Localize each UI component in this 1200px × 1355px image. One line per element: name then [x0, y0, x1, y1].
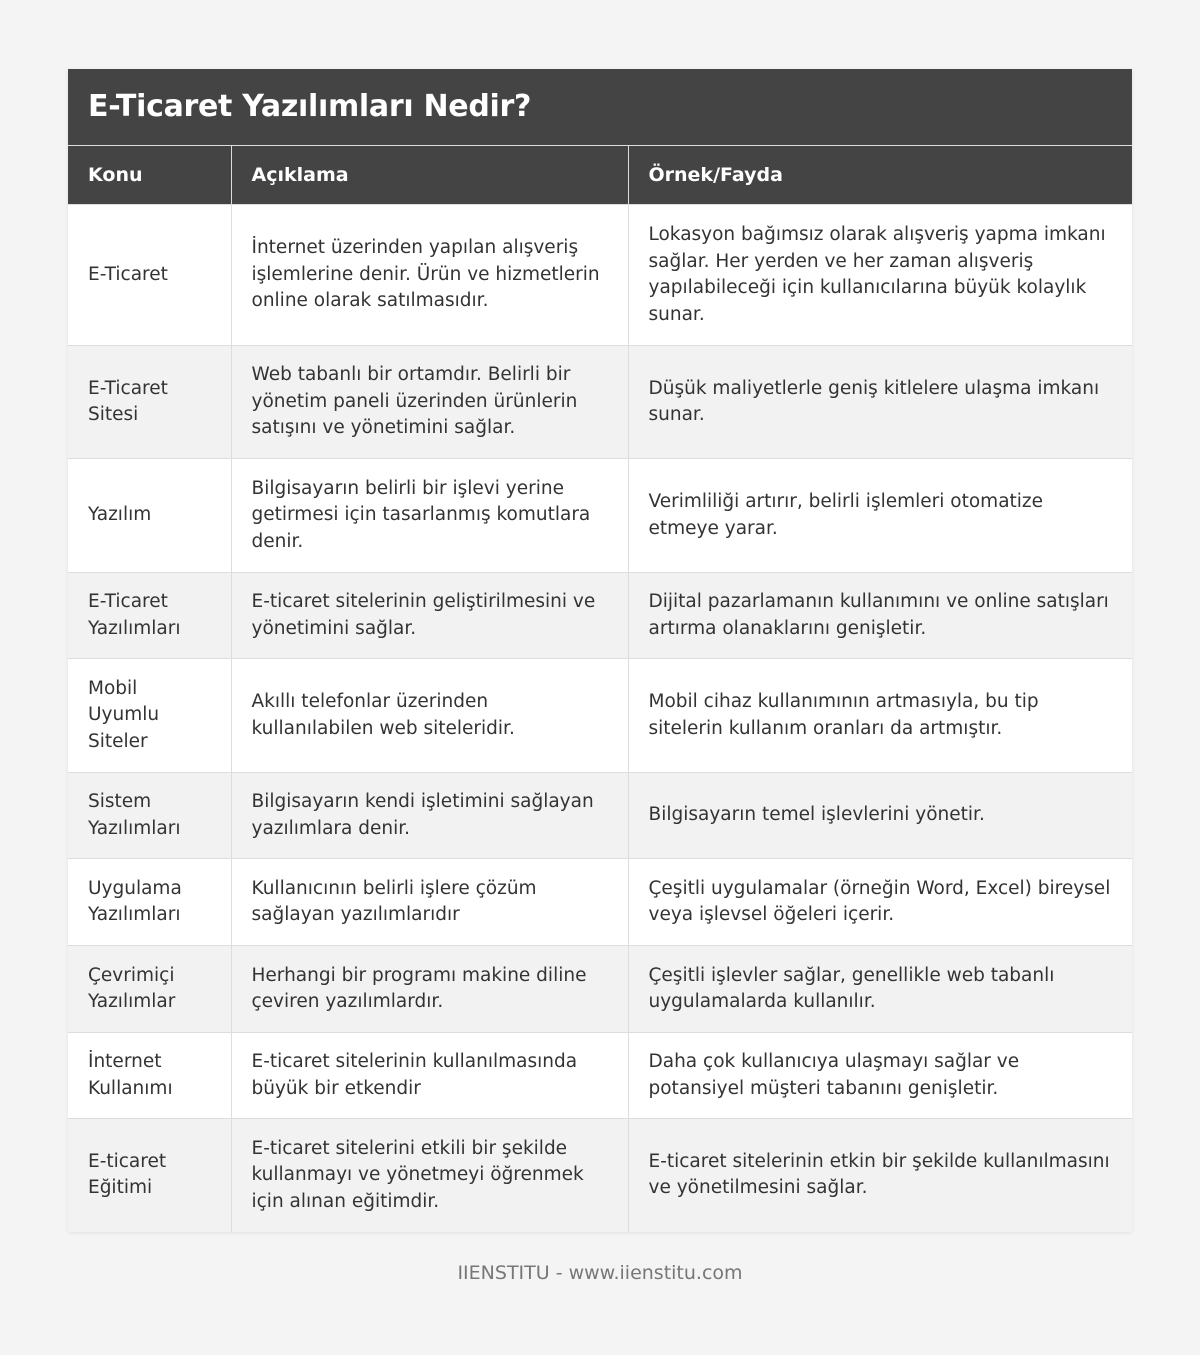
table-row [68, 659, 1132, 773]
table-row [68, 859, 1132, 946]
cell-aciklama: E-ticaret sitelerini etkili bir şekilde kullanmayı ve yönetmeyi öğrenmek için alınan eğitimdir. [231, 1119, 628, 1232]
table-row [68, 573, 1132, 659]
table-row [68, 1119, 1132, 1232]
cell-ornek: Daha çok kullanıcıya ulaşmayı sağlar ve potansiyel müşteri tabanını genişletir. [628, 1033, 1132, 1119]
column-header-aciklama: Açıklama [231, 146, 628, 205]
cell-ornek: Dijital pazarlamanın kullanımını ve online satışları artırma olanaklarını genişletir. [628, 573, 1132, 659]
cell-ornek: Mobil cihaz kullanımının artmasıyla, bu tip sitelerin kullanım oranları da artmıştır. [628, 659, 1132, 773]
cell-konu: Uygulama Yazılımları [68, 859, 231, 946]
cell-aciklama: E-ticaret sitelerinin geliştirilmesini ve yönetimini sağlar. [231, 573, 628, 659]
cell-aciklama: Herhangi bir programı makine diline çeviren yazılımlardır. [231, 946, 628, 1033]
table-body [68, 205, 1132, 1232]
cell-konu: Yazılım [68, 459, 231, 573]
cell-aciklama: Bilgisayarın belirli bir işlevi yerine getirmesi için tasarlanmış komutlara denir. [231, 459, 628, 573]
cell-aciklama: Kullanıcının belirli işlere çözüm sağlayan yazılımlarıdır [231, 859, 628, 946]
table-row [68, 346, 1132, 459]
cell-ornek: Verimliliği artırır, belirli işlemleri otomatize etmeye yarar. [628, 459, 1132, 573]
column-header-konu: Konu [68, 146, 231, 205]
cell-aciklama: Web tabanlı bir ortamdır. Belirli bir yönetim paneli üzerinden ürünlerin satışını ve yönetimini sağlar. [231, 346, 628, 459]
table-row [68, 773, 1132, 859]
header-row [68, 146, 1132, 205]
data-table [68, 145, 1132, 1232]
cell-konu: İnternet Kullanımı [68, 1033, 231, 1119]
cell-konu: Sistem Yazılımları [68, 773, 231, 859]
table-header [68, 146, 1132, 205]
table-row [68, 205, 1132, 346]
table-card [68, 69, 1132, 1232]
cell-konu: Çevrimiçi Yazılımlar [68, 946, 231, 1033]
cell-konu: E-Ticaret [68, 205, 231, 346]
column-header-ornek-fayda: Örnek/Fayda [628, 146, 1132, 205]
cell-konu: E-Ticaret Sitesi [68, 346, 231, 459]
cell-ornek: Düşük maliyetlerle geniş kitlelere ulaşma imkanı sunar. [628, 346, 1132, 459]
page-title: E-Ticaret Yazılımları Nedir? [68, 69, 1132, 145]
footer-credit: IIENSTITU - www.iienstitu.com [457, 1262, 743, 1284]
table-row [68, 946, 1132, 1033]
cell-aciklama: E-ticaret sitelerinin kullanılmasında büyük bir etkendir [231, 1033, 628, 1119]
cell-aciklama: Bilgisayarın kendi işletimini sağlayan yazılımlara denir. [231, 773, 628, 859]
table-row [68, 459, 1132, 573]
cell-ornek: Çeşitli işlevler sağlar, genellikle web tabanlı uygulamalarda kullanılır. [628, 946, 1132, 1033]
cell-konu: E-Ticaret Yazılımları [68, 573, 231, 659]
cell-ornek: Lokasyon bağımsız olarak alışveriş yapma imkanı sağlar. Her yerden ve her zaman alışveriş yapılabileceği için kullanıcılarına büyük kolaylık sunar. [628, 205, 1132, 346]
cell-ornek: Çeşitli uygulamalar (örneğin Word, Excel) bireysel veya işlevsel öğeleri içerir. [628, 859, 1132, 946]
cell-ornek: Bilgisayarın temel işlevlerini yönetir. [628, 773, 1132, 859]
cell-aciklama: İnternet üzerinden yapılan alışveriş işlemlerine denir. Ürün ve hizmetlerin online olarak satılmasıdır. [231, 205, 628, 346]
table-row [68, 1033, 1132, 1119]
cell-konu: E-ticaret Eğitimi [68, 1119, 231, 1232]
cell-ornek: E-ticaret sitelerinin etkin bir şekilde kullanılmasını ve yönetilmesini sağlar. [628, 1119, 1132, 1232]
cell-konu: Mobil Uyumlu Siteler [68, 659, 231, 773]
cell-aciklama: Akıllı telefonlar üzerinden kullanılabilen web siteleridir. [231, 659, 628, 773]
